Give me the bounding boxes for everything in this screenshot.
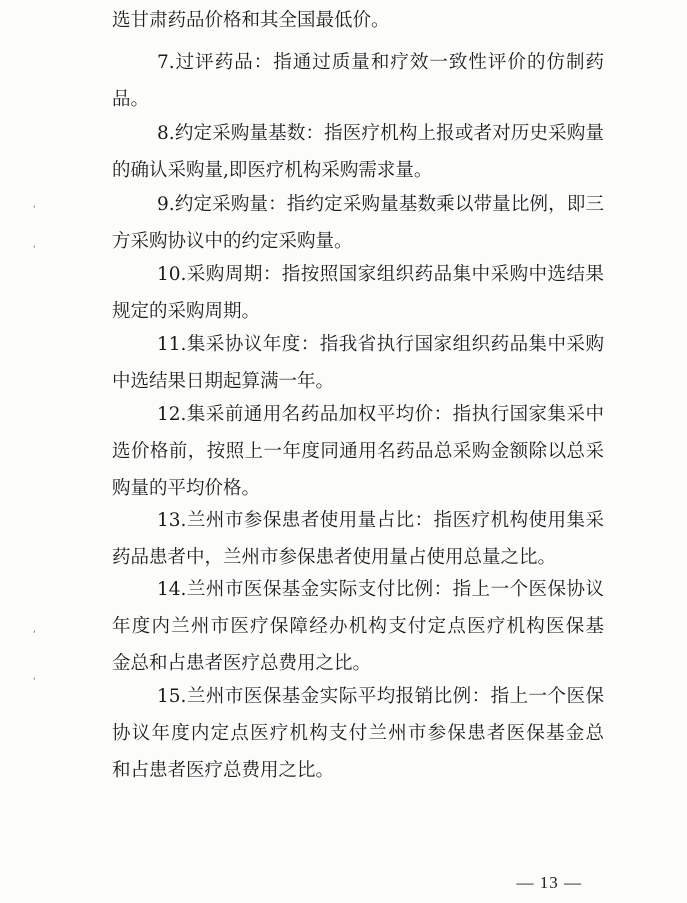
text-line: 12.集采前通用名药品加权平均价：指执行国家集采中 [157, 404, 604, 425]
text-line: 药品患者中，兰州市参保患者使用量占使用总量之比。 [112, 547, 557, 568]
paragraph-14 [112, 571, 604, 682]
paragraph-6-tail [112, 2, 604, 39]
text-line: 9.约定采购量：指约定采购量基数乘以带量比例，即三 [157, 194, 604, 215]
page-number: — 13 — [516, 873, 582, 892]
paragraph-8 [112, 115, 604, 189]
scan-speck: ‘ [33, 245, 36, 255]
paragraph-15 [112, 678, 604, 789]
text-line: 购量的平均价格。 [112, 478, 261, 499]
text-line: 年度内兰州市医疗保障经办机构支付定点医疗机构医保基 [112, 616, 604, 637]
text-line: 14.兰州市医保基金实际支付比例：指上一个医保协议 [157, 579, 604, 600]
text-line: 选甘肃药品价格和其全国最低价。 [112, 10, 390, 31]
text-line: 金总和占患者医疗总费用之比。 [112, 653, 372, 674]
text-line: 协议年度内定点医疗机构支付兰州市参保患者医保基金总 [112, 723, 604, 744]
paragraph-7 [112, 44, 604, 118]
text-line: 11.集采协议年度：指我省执行国家组织药品集中采购 [157, 334, 604, 355]
text-line: 品。 [112, 89, 150, 110]
text-line: 选价格前，按照上一年度同通用名药品总采购金额除以总采 [112, 441, 604, 462]
text-line: 13.兰州市参保患者使用量占比：指医疗机构使用集采 [157, 510, 604, 531]
text-line: 中选结果日期起算满一年。 [112, 371, 335, 392]
text-line: 的确认采购量,即医疗机构采购需求量。 [112, 160, 433, 181]
paragraph-11 [112, 326, 604, 400]
text-line: 8.约定采购量基数：指医疗机构上报或者对历史采购量 [157, 123, 604, 144]
text-line: 方采购协议中的约定采购量。 [112, 231, 353, 252]
text-line: 规定的采购周期。 [112, 301, 261, 322]
paragraph-13 [112, 502, 604, 576]
scan-speck: ‘ [33, 205, 36, 215]
paragraph-12 [112, 396, 604, 507]
text-line: 7.过评药品：指通过质量和疗效一致性评价的仿制药 [157, 52, 604, 73]
scan-speck: ‘ [33, 677, 36, 687]
text-line: 15.兰州市医保基金实际平均报销比例：指上一个医保 [157, 686, 604, 707]
paragraph-9 [112, 186, 604, 260]
paragraph-10 [112, 256, 604, 330]
text-line: 和占患者医疗总费用之比。 [112, 760, 335, 781]
text-line: 10.采购周期：指按照国家组织药品集中采购中选结果 [157, 264, 604, 285]
scan-speck: ‘ [33, 630, 36, 640]
